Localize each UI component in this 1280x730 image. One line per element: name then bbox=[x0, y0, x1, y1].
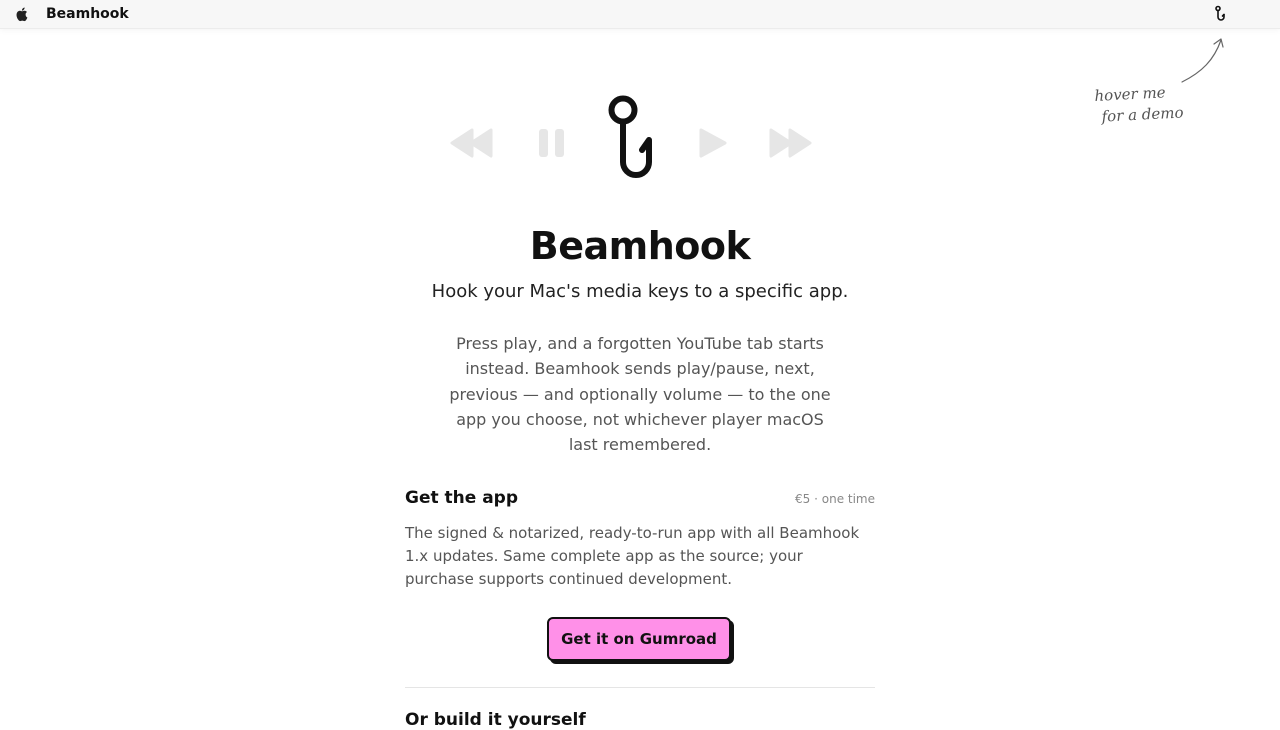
hook-logo-icon[interactable] bbox=[606, 94, 658, 186]
section-body: The signed & notarized, ready-to-run app with all Beamhook 1.x updates. Same complete app as the source; your purchase supports continued development. bbox=[405, 524, 860, 588]
apple-logo-icon[interactable] bbox=[14, 6, 28, 22]
price-label: €5 · one time bbox=[795, 492, 875, 506]
media-controls-demo bbox=[440, 92, 840, 188]
play-icon[interactable] bbox=[698, 128, 728, 158]
gumroad-button[interactable]: Get it on Gumroad bbox=[547, 617, 731, 661]
divider bbox=[405, 687, 875, 688]
menu-app-name[interactable]: Beamhook bbox=[46, 6, 129, 22]
rewind-icon[interactable] bbox=[450, 128, 494, 158]
section-header bbox=[405, 488, 875, 512]
section-title: Get the app bbox=[405, 488, 519, 508]
pause-icon[interactable] bbox=[538, 128, 566, 158]
hint-line-1: hover me bbox=[1094, 83, 1166, 105]
tagline: Hook your Mac's media keys to a specific app. bbox=[431, 281, 849, 302]
build-section-title: Or build it yourself bbox=[405, 710, 586, 730]
hint-line-2: for a demo bbox=[1101, 103, 1184, 126]
description: Press play, and a forgotten YouTube tab starts instead. Beamhook sends play/pause, next, previous — and optionally volume — to the one app you choose, not whichever player macOS last remembered. bbox=[449, 334, 831, 455]
hint-arrow-icon bbox=[1176, 34, 1232, 86]
menu-bar bbox=[0, 0, 1280, 29]
get-app-section bbox=[405, 488, 875, 591]
tray-hook-icon[interactable] bbox=[1214, 5, 1226, 23]
fast-forward-icon[interactable] bbox=[768, 128, 812, 158]
hover-hint bbox=[1094, 80, 1206, 128]
page-title: Beamhook bbox=[529, 224, 751, 268]
